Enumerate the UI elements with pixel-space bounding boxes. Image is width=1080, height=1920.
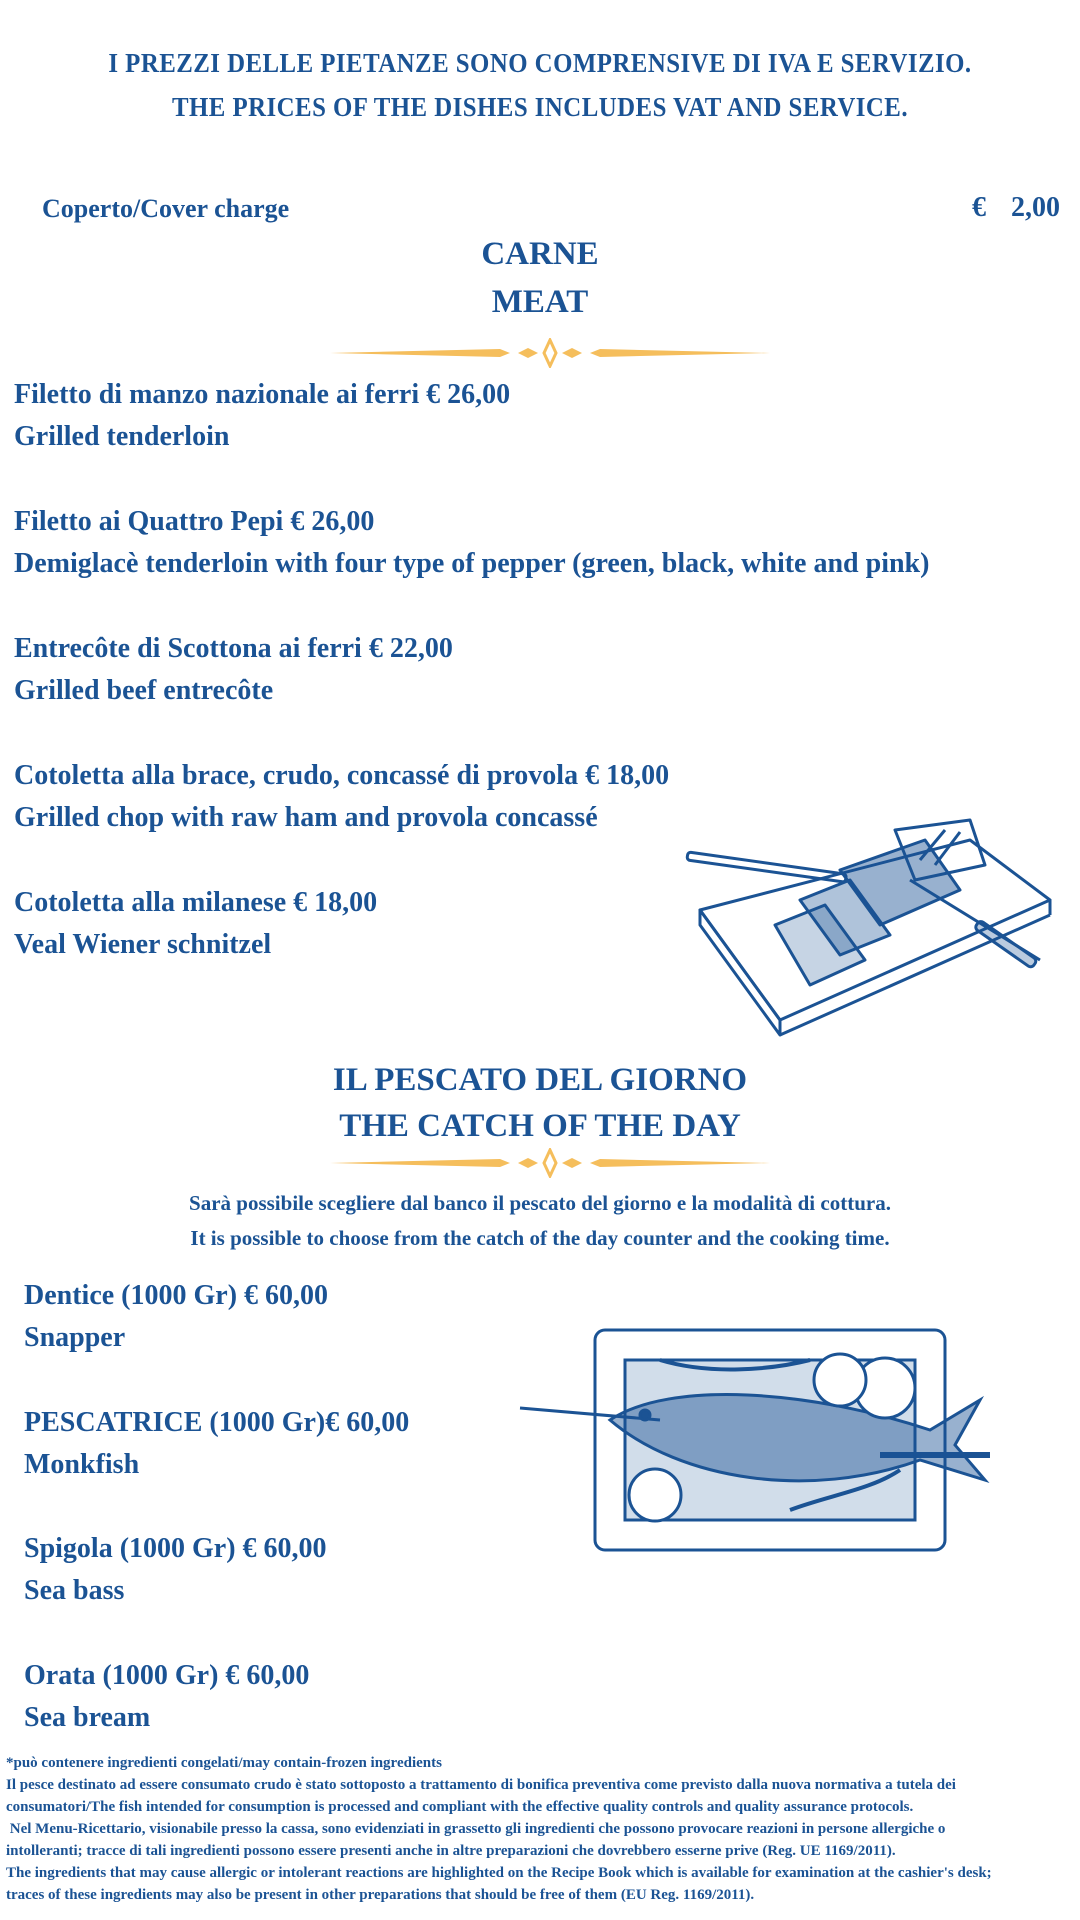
item-description: Grilled tenderloin — [14, 421, 230, 452]
item-name: Orata (1000 Gr) € 60,00 — [24, 1660, 310, 1691]
menu-item-pescatrice — [24, 1402, 409, 1486]
catch-intro-english: It is possible to choose from the catch of the day counter and the cooking time. — [190, 1226, 890, 1250]
item-description: Snapper — [24, 1322, 126, 1353]
menu-item-orata — [24, 1655, 309, 1739]
meat-title-italian: CARNE — [481, 236, 599, 272]
cover-charge-price: € 2,00 — [972, 192, 1060, 223]
menu-item-filetto-quattro-pepi — [14, 501, 929, 585]
item-description: Grilled chop with raw ham and provola concassé — [14, 802, 598, 833]
item-description: Monkfish — [24, 1449, 140, 1480]
ornament-divider-icon — [330, 1148, 770, 1178]
price-notice-english: THE PRICES OF THE DISHES INCLUDES VAT AND SERVICE. — [171, 92, 909, 122]
cover-charge-label: Coperto/Cover charge — [42, 194, 290, 223]
disclaimer-line: Il pesce destinato ad essere consumato crudo è stato sottoposto a trattamento di bonifica preventiva come previsto dalla nuova normativa a tutela dei — [6, 1777, 956, 1793]
disclaimer-line: intolleranti; tracce di tali ingredienti possono essere presenti anche in altre preparazioni che dovrebbero esserne prive (Reg. UE 1169/2011). — [6, 1843, 896, 1859]
disclaimer-line: The ingredients that may cause allergic or intolerant reactions are highlighted on the Recipe Book which is available for examination at the cashier's desk; — [6, 1865, 992, 1881]
item-name: Filetto di manzo nazionale ai ferri € 26,00 — [14, 379, 511, 410]
item-description: Veal Wiener schnitzel — [14, 929, 272, 960]
menu-item-cotoletta-milanese — [14, 882, 377, 966]
item-name: Cotoletta alla milanese € 18,00 — [14, 887, 378, 918]
fish-title-english: THE CATCH OF THE DAY — [339, 1108, 741, 1144]
disclaimer-line: *può contenere ingredienti congelati/may contain-frozen ingredients — [6, 1755, 442, 1771]
disclaimer-line: traces of these ingredients may also be present in other preparations that should be free of them (EU Reg. 1169/2011). — [6, 1887, 755, 1903]
menu-item-spigola — [24, 1528, 327, 1612]
item-name: Entrecôte di Scottona ai ferri € 22,00 — [14, 633, 453, 664]
item-description: Sea bass — [24, 1575, 125, 1606]
item-name: Spigola (1000 Gr) € 60,00 — [24, 1533, 327, 1564]
menu-item-entrecote — [14, 628, 453, 712]
item-description: Grilled beef entrecôte — [14, 675, 274, 706]
item-name: Cotoletta alla brace, crudo, concassé di provola € 18,00 — [14, 760, 670, 791]
item-description: Sea bream — [24, 1702, 151, 1733]
menu-item-dentice — [24, 1275, 328, 1359]
ornament-divider-icon — [330, 338, 770, 368]
disclaimer-line: consumatori/The fish intended for consumption is processed and compliant with the effective quality controls and quality assurance protocols. — [6, 1799, 914, 1815]
item-name: Dentice (1000 Gr) € 60,00 — [24, 1280, 329, 1311]
catch-intro-italian: Sarà possibile scegliere dal banco il pescato del giorno e la modalità di cottura. — [189, 1191, 891, 1215]
item-name: Filetto ai Quattro Pepi € 26,00 — [14, 506, 375, 537]
meat-cutting-board-illustration-icon — [680, 810, 1070, 1040]
price-notice-italian: I PREZZI DELLE PIETANZE SONO COMPRENSIVE DI IVA E SERVIZIO. — [108, 48, 972, 78]
allergen-disclaimer — [6, 1752, 1076, 1906]
disclaimer-line: Nel Menu-Ricettario, visionabile presso la cassa, sono evidenziati in grassetto gli ingredienti che possono provocare reazioni in persone allergiche o — [6, 1821, 946, 1837]
fish-title-italian: IL PESCATO DEL GIORNO — [332, 1062, 748, 1098]
meat-title-english: MEAT — [491, 284, 589, 320]
item-name: PESCATRICE (1000 Gr)€ 60,00 — [24, 1407, 410, 1438]
item-description: Demiglacè tenderloin with four type of pepper (green, black, white and pink) — [14, 548, 930, 579]
menu-item-cotoletta-brace — [14, 755, 669, 839]
menu-item-filetto-manzo — [14, 374, 510, 458]
grilled-fish-illustration-icon — [510, 1320, 1000, 1560]
